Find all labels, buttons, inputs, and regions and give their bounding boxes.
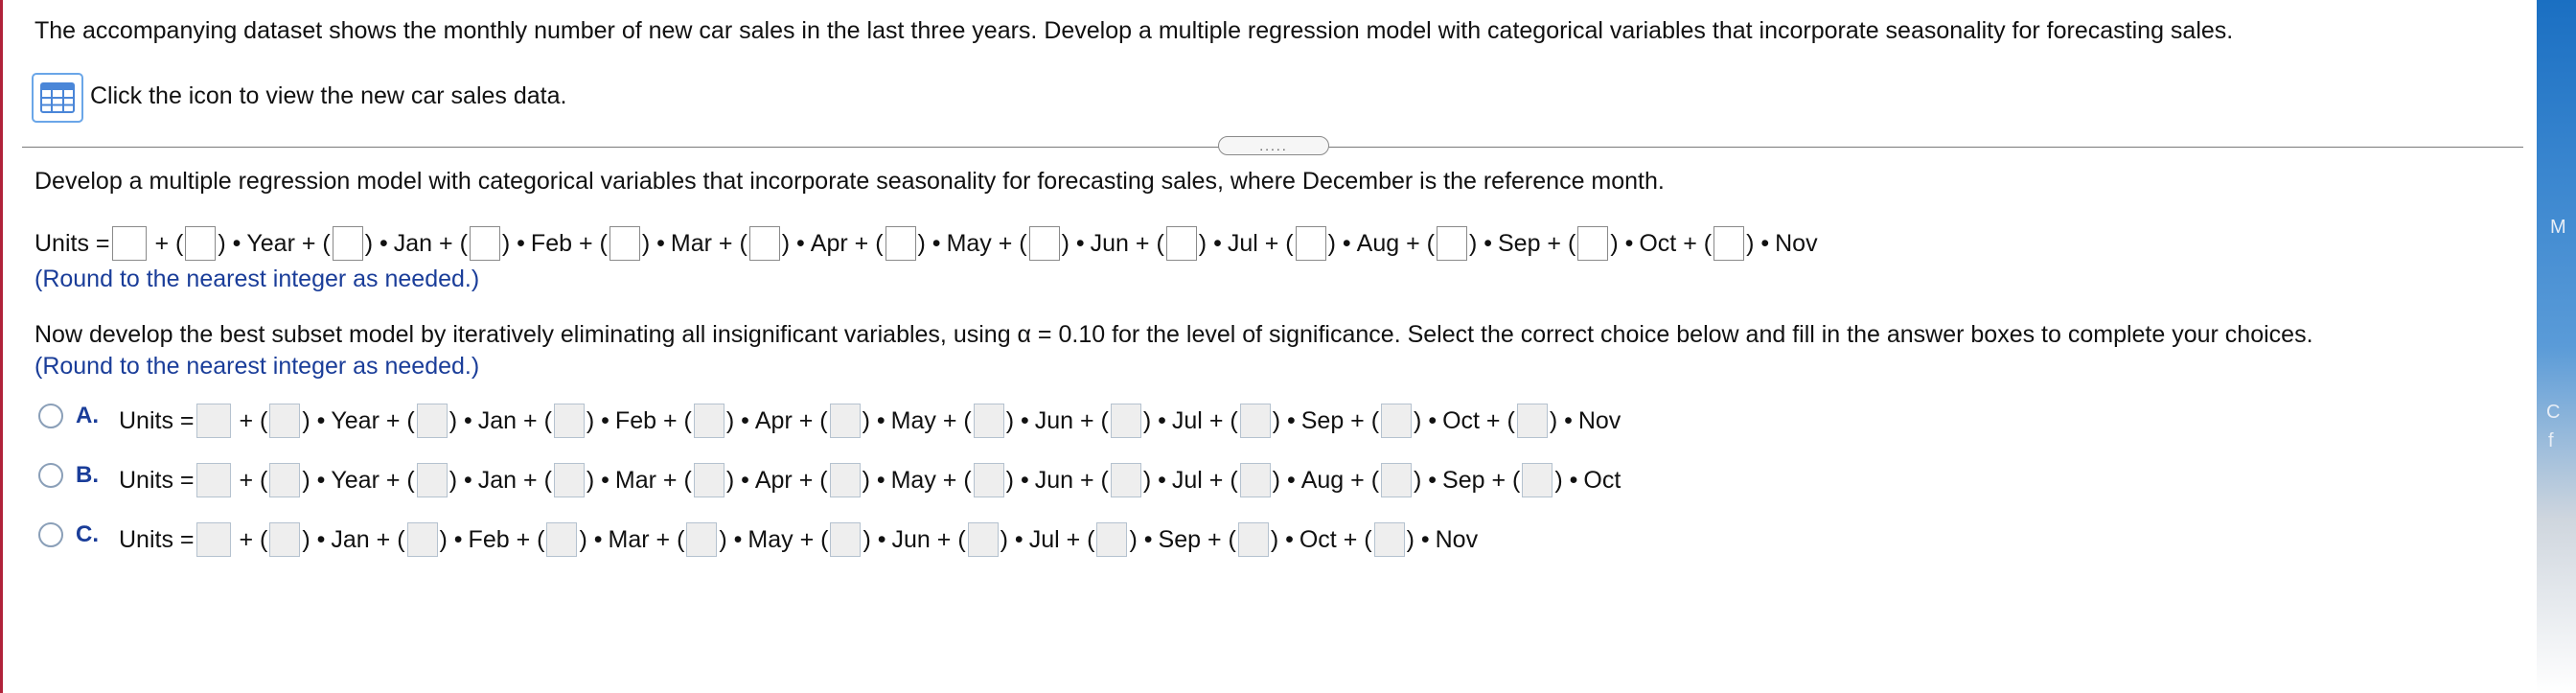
open-paren: ( bbox=[459, 229, 468, 257]
open-paren: ( bbox=[1506, 406, 1515, 434]
open-paren: ( bbox=[683, 406, 692, 434]
plus-sign: + bbox=[991, 229, 1020, 257]
side-strip-letter: M bbox=[2550, 217, 2566, 238]
plus-sign: + bbox=[294, 229, 323, 257]
open-paren: ( bbox=[820, 525, 829, 553]
open-paren: ( bbox=[543, 466, 552, 494]
open-paren: ( bbox=[543, 406, 552, 434]
plus-sign: + bbox=[1399, 229, 1427, 257]
coefficient-input-aug[interactable] bbox=[1296, 226, 1326, 261]
close-paren-dot: ) • bbox=[641, 229, 665, 257]
close-paren-dot: ) • bbox=[1610, 229, 1634, 257]
choice-b-letter: B. bbox=[76, 462, 99, 488]
close-paren-dot: ) • bbox=[862, 406, 886, 434]
part2-round-note: (Round to the nearest integer as needed.) bbox=[34, 353, 480, 380]
variable-label: Oct bbox=[1299, 525, 1337, 553]
intercept-input[interactable] bbox=[196, 404, 231, 438]
open-paren: ( bbox=[1285, 229, 1294, 257]
choice-a-equation bbox=[119, 404, 1621, 438]
plus-sign: + bbox=[509, 525, 538, 553]
open-paren: ( bbox=[260, 466, 268, 494]
close-paren-dot: ) • bbox=[1414, 466, 1438, 494]
coefficient-input-feb[interactable] bbox=[554, 404, 585, 438]
open-paren: ( bbox=[875, 229, 884, 257]
close-paren-dot: ) • bbox=[586, 406, 610, 434]
plus-sign: + bbox=[379, 466, 407, 494]
coefficient-input-oct[interactable] bbox=[1238, 522, 1269, 557]
open-paren: ( bbox=[677, 525, 685, 553]
coefficient-input-mar[interactable] bbox=[610, 226, 640, 261]
open-paren: ( bbox=[599, 229, 608, 257]
plus-sign: + bbox=[148, 229, 176, 257]
coefficient-input-jan[interactable] bbox=[269, 522, 300, 557]
question-panel bbox=[3, 0, 2537, 693]
close-paren-dot: ) • bbox=[1005, 466, 1029, 494]
open-paren: ( bbox=[1100, 406, 1109, 434]
open-paren: ( bbox=[1512, 466, 1521, 494]
plus-sign: + bbox=[656, 406, 684, 434]
coefficient-input-jun[interactable] bbox=[830, 522, 861, 557]
plus-sign: + bbox=[1257, 229, 1286, 257]
coefficient-input-nov[interactable] bbox=[1517, 404, 1548, 438]
coefficient-input-jun[interactable] bbox=[974, 404, 1004, 438]
close-paren-dot: ) • bbox=[448, 466, 472, 494]
coefficient-input-may[interactable] bbox=[830, 463, 861, 497]
open-paren: ( bbox=[1087, 525, 1095, 553]
variable-label: Aug bbox=[1356, 229, 1400, 257]
open-paren: ( bbox=[1228, 525, 1236, 553]
coefficient-input-jun[interactable] bbox=[974, 463, 1004, 497]
coefficient-input-sep[interactable] bbox=[1437, 226, 1467, 261]
open-paren: ( bbox=[537, 525, 545, 553]
close-paren-dot: ) • bbox=[1746, 229, 1770, 257]
plus-sign: + bbox=[711, 229, 740, 257]
variable-label: Aug bbox=[1300, 466, 1345, 494]
coefficient-input-jul[interactable] bbox=[1166, 226, 1197, 261]
variable-label: Apr bbox=[810, 229, 848, 257]
variable-label: Jul bbox=[1171, 406, 1203, 434]
plus-sign: + bbox=[1479, 406, 1507, 434]
plus-sign: + bbox=[792, 406, 820, 434]
variable-label: Jul bbox=[1227, 229, 1258, 257]
open-paren: ( bbox=[1100, 466, 1109, 494]
variable-label: Nov bbox=[1435, 525, 1479, 553]
variable-label: Nov bbox=[1577, 406, 1622, 434]
close-paren-dot: ) • bbox=[1549, 406, 1573, 434]
variable-label: Year bbox=[331, 406, 380, 434]
coefficient-input-may[interactable] bbox=[830, 404, 861, 438]
equation-lhs: Units = bbox=[119, 466, 195, 494]
close-paren-dot: ) • bbox=[1142, 466, 1166, 494]
variable-label: Sep bbox=[1442, 466, 1485, 494]
close-paren-dot: ) • bbox=[1005, 406, 1029, 434]
plus-sign: + bbox=[1344, 466, 1371, 494]
close-paren-dot: ) • bbox=[1198, 229, 1222, 257]
close-paren-dot: ) • bbox=[579, 525, 603, 553]
plus-sign: + bbox=[656, 466, 684, 494]
plus-sign: + bbox=[793, 525, 821, 553]
plus-sign: + bbox=[1202, 406, 1230, 434]
choice-b-equation bbox=[119, 463, 1621, 497]
side-strip bbox=[2537, 0, 2576, 693]
variable-label: Jun bbox=[1090, 229, 1129, 257]
close-paren-dot: ) • bbox=[1554, 466, 1578, 494]
close-paren-dot: ) • bbox=[1327, 229, 1351, 257]
close-paren-dot: ) • bbox=[1142, 406, 1166, 434]
close-paren-dot: ) • bbox=[302, 466, 326, 494]
open-paren: ( bbox=[260, 525, 268, 553]
divider-handle[interactable]: ..... bbox=[1218, 136, 1329, 155]
variable-label: Jan bbox=[393, 229, 433, 257]
open-paren: ( bbox=[1703, 229, 1713, 257]
variable-label: Oct bbox=[1583, 466, 1622, 494]
coefficient-input-apr[interactable] bbox=[694, 463, 724, 497]
coefficient-input-oct[interactable] bbox=[1381, 404, 1412, 438]
variable-label: Feb bbox=[614, 406, 657, 434]
open-paren: ( bbox=[819, 406, 828, 434]
variable-label: Mar bbox=[670, 229, 712, 257]
coefficient-input-sep[interactable] bbox=[1240, 404, 1271, 438]
close-paren-dot: ) • bbox=[218, 229, 242, 257]
side-strip-letter: f bbox=[2548, 430, 2554, 451]
close-paren-dot: ) • bbox=[862, 525, 886, 553]
plus-sign: + bbox=[1073, 406, 1101, 434]
close-paren-dot: ) • bbox=[1270, 525, 1294, 553]
choice-b-radio[interactable] bbox=[38, 463, 63, 488]
choice-c-letter: C. bbox=[76, 521, 99, 547]
open-paren: ( bbox=[683, 466, 692, 494]
plus-sign: + bbox=[1059, 525, 1088, 553]
variable-label: Sep bbox=[1498, 229, 1541, 257]
coefficient-input-jun[interactable] bbox=[1029, 226, 1060, 261]
plus-sign: + bbox=[1336, 525, 1365, 553]
open-paren: ( bbox=[1567, 229, 1576, 257]
close-paren-dot: ) • bbox=[1406, 525, 1430, 553]
variable-label: Sep bbox=[1300, 406, 1345, 434]
open-paren: ( bbox=[963, 406, 972, 434]
open-paren: ( bbox=[1156, 229, 1164, 257]
plus-sign: + bbox=[232, 466, 261, 494]
close-paren-dot: ) • bbox=[719, 525, 743, 553]
variable-label: Jul bbox=[1171, 466, 1203, 494]
table-grid-icon bbox=[40, 82, 75, 113]
coefficient-input-year[interactable] bbox=[269, 463, 300, 497]
plus-sign: + bbox=[649, 525, 678, 553]
close-paren-dot: ) • bbox=[586, 466, 610, 494]
open-paren: ( bbox=[1370, 406, 1380, 434]
plus-sign: + bbox=[1202, 466, 1230, 494]
variable-label: Feb bbox=[468, 525, 510, 553]
choice-c-equation bbox=[119, 522, 1478, 557]
close-paren-dot: ) • bbox=[1468, 229, 1492, 257]
open-paren: ( bbox=[322, 229, 331, 257]
open-paren: ( bbox=[406, 406, 415, 434]
open-paren: ( bbox=[1230, 406, 1238, 434]
open-paren: ( bbox=[260, 406, 268, 434]
variable-label: Jan bbox=[477, 406, 518, 434]
dataset-button[interactable] bbox=[32, 73, 83, 123]
equation-lhs: Units = bbox=[34, 229, 110, 257]
variable-label: Apr bbox=[754, 406, 793, 434]
coefficient-input-may[interactable] bbox=[686, 522, 717, 557]
coefficient-input-nov[interactable] bbox=[1374, 522, 1405, 557]
coefficient-input-sep[interactable] bbox=[1096, 522, 1127, 557]
plus-sign: + bbox=[369, 525, 398, 553]
plus-sign: + bbox=[232, 406, 261, 434]
variable-label: Year bbox=[331, 466, 380, 494]
variable-label: Mar bbox=[614, 466, 656, 494]
close-paren-dot: ) • bbox=[1000, 525, 1024, 553]
coefficient-input-jul[interactable] bbox=[968, 522, 999, 557]
close-paren-dot: ) • bbox=[1272, 406, 1296, 434]
close-paren-dot: ) • bbox=[364, 229, 388, 257]
coefficient-input-mar[interactable] bbox=[554, 463, 585, 497]
intercept-input[interactable] bbox=[112, 226, 147, 261]
coefficient-input-may[interactable] bbox=[886, 226, 916, 261]
variable-label: Jan bbox=[331, 525, 370, 553]
open-paren: ( bbox=[1019, 229, 1027, 257]
choice-c-radio[interactable] bbox=[38, 522, 63, 547]
coefficient-input-oct[interactable] bbox=[1522, 463, 1552, 497]
close-paren-dot: ) • bbox=[1414, 406, 1438, 434]
variable-label: Sep bbox=[1158, 525, 1201, 553]
coefficient-input-jan[interactable] bbox=[417, 463, 448, 497]
plus-sign: + bbox=[572, 229, 600, 257]
close-paren-dot: ) • bbox=[1061, 229, 1085, 257]
coefficient-input-jul[interactable] bbox=[1111, 463, 1141, 497]
close-paren-dot: ) • bbox=[862, 466, 886, 494]
close-paren-dot: ) • bbox=[725, 406, 749, 434]
variable-label: May bbox=[890, 406, 936, 434]
equation-lhs: Units = bbox=[119, 525, 195, 553]
coefficient-input-year[interactable] bbox=[185, 226, 216, 261]
variable-label: Jun bbox=[1034, 466, 1074, 494]
open-paren: ( bbox=[1370, 466, 1380, 494]
variable-label: Apr bbox=[754, 466, 793, 494]
variable-label: Nov bbox=[1775, 229, 1818, 257]
part1-equation bbox=[34, 226, 1818, 261]
variable-label: Jun bbox=[891, 525, 931, 553]
close-paren-dot: ) • bbox=[781, 229, 805, 257]
choice-a-letter: A. bbox=[76, 403, 99, 428]
plus-sign: + bbox=[1676, 229, 1704, 257]
coefficient-input-feb[interactable] bbox=[470, 226, 500, 261]
variable-label: May bbox=[946, 229, 992, 257]
coefficient-input-jan[interactable] bbox=[333, 226, 363, 261]
plus-sign: + bbox=[432, 229, 460, 257]
plus-sign: + bbox=[1201, 525, 1229, 553]
plus-sign: + bbox=[1484, 466, 1513, 494]
plus-sign: + bbox=[517, 406, 544, 434]
coefficient-input-oct[interactable] bbox=[1577, 226, 1608, 261]
side-strip-letter: C bbox=[2546, 402, 2561, 423]
variable-label: Year bbox=[246, 229, 295, 257]
plus-sign: + bbox=[1540, 229, 1568, 257]
plus-sign: + bbox=[792, 466, 820, 494]
variable-label: Oct bbox=[1442, 406, 1480, 434]
open-paren: ( bbox=[1364, 525, 1372, 553]
variable-label: May bbox=[748, 525, 794, 553]
plus-sign: + bbox=[935, 466, 964, 494]
variable-label: Jan bbox=[477, 466, 518, 494]
close-paren-dot: ) • bbox=[1129, 525, 1153, 553]
coefficient-input-jan[interactable] bbox=[417, 404, 448, 438]
intercept-input[interactable] bbox=[196, 522, 231, 557]
close-paren-dot: ) • bbox=[439, 525, 463, 553]
variable-label: Jun bbox=[1034, 406, 1074, 434]
plus-sign: + bbox=[935, 406, 964, 434]
open-paren: ( bbox=[739, 229, 748, 257]
plus-sign: + bbox=[930, 525, 958, 553]
close-paren-dot: ) • bbox=[448, 406, 472, 434]
variable-label: Feb bbox=[530, 229, 573, 257]
close-paren-dot: ) • bbox=[302, 406, 326, 434]
intercept-input[interactable] bbox=[196, 463, 231, 497]
part2-prompt: Now develop the best subset model by iteratively eliminating all insignificant variables, using α = 0.10 for the level of significance. Select the correct choice below and fill in the answer boxes to complete your choices. bbox=[34, 321, 2313, 348]
open-paren: ( bbox=[397, 525, 405, 553]
variable-label: May bbox=[890, 466, 936, 494]
plus-sign: + bbox=[1344, 406, 1371, 434]
close-paren-dot: ) • bbox=[1272, 466, 1296, 494]
open-paren: ( bbox=[406, 466, 415, 494]
coefficient-input-year[interactable] bbox=[269, 404, 300, 438]
open-paren: ( bbox=[175, 229, 184, 257]
part1-round-note: (Round to the nearest integer as needed.) bbox=[34, 266, 480, 292]
open-paren: ( bbox=[963, 466, 972, 494]
choice-a-radio[interactable] bbox=[38, 404, 63, 428]
close-paren-dot: ) • bbox=[302, 525, 326, 553]
coefficient-input-feb[interactable] bbox=[407, 522, 438, 557]
coefficient-input-aug[interactable] bbox=[1240, 463, 1271, 497]
plus-sign: + bbox=[232, 525, 261, 553]
dataset-link-text[interactable]: Click the icon to view the new car sales data. bbox=[90, 82, 567, 109]
close-paren-dot: ) • bbox=[917, 229, 941, 257]
open-paren: ( bbox=[1230, 466, 1238, 494]
coefficient-input-apr[interactable] bbox=[694, 404, 724, 438]
plus-sign: + bbox=[847, 229, 876, 257]
part1-prompt: Develop a multiple regression model with categorical variables that incorporate seasonality for forecasting sales, where December is the reference month. bbox=[34, 168, 1665, 195]
plus-sign: + bbox=[517, 466, 544, 494]
open-paren: ( bbox=[819, 466, 828, 494]
equation-lhs: Units = bbox=[119, 406, 195, 434]
question-intro: The accompanying dataset shows the monthly number of new car sales in the last three years. Develop a multiple regression model with categorical variables that incorporate seasonality for forecasting sales. bbox=[34, 17, 2234, 44]
coefficient-input-nov[interactable] bbox=[1714, 226, 1744, 261]
variable-label: Oct bbox=[1639, 229, 1677, 257]
coefficient-input-sep[interactable] bbox=[1381, 463, 1412, 497]
plus-sign: + bbox=[1073, 466, 1101, 494]
close-paren-dot: ) • bbox=[501, 229, 525, 257]
close-paren-dot: ) • bbox=[725, 466, 749, 494]
variable-label: Jul bbox=[1028, 525, 1060, 553]
open-paren: ( bbox=[1426, 229, 1435, 257]
coefficient-input-jul[interactable] bbox=[1111, 404, 1141, 438]
plus-sign: + bbox=[1128, 229, 1157, 257]
open-paren: ( bbox=[957, 525, 966, 553]
coefficient-input-apr[interactable] bbox=[749, 226, 780, 261]
variable-label: Mar bbox=[608, 525, 650, 553]
coefficient-input-mar[interactable] bbox=[546, 522, 577, 557]
plus-sign: + bbox=[379, 406, 407, 434]
